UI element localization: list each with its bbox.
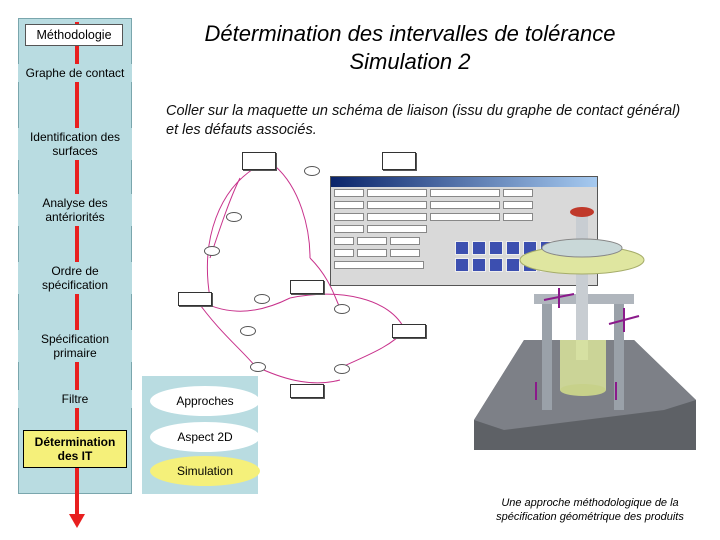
step-determination-it[interactable]: Détermination des IT (23, 430, 127, 468)
option-aspect-2d[interactable]: Aspect 2D (150, 422, 260, 452)
mechanism-3d-model (464, 200, 700, 450)
option-simulation[interactable]: Simulation (150, 456, 260, 486)
graph-link-dot (250, 362, 266, 372)
title-line-2: Simulation 2 (349, 49, 471, 74)
graph-link-dot (254, 294, 270, 304)
graph-link-dot (226, 212, 242, 222)
option-approches[interactable]: Approches (150, 386, 260, 416)
footer-caption: Une approche méthodologique de la spécification géométrique des produits (496, 497, 684, 523)
methodology-arrow-icon (69, 514, 85, 528)
graph-link-dot (334, 364, 350, 374)
graph-node (382, 152, 416, 170)
graph-node (178, 292, 212, 306)
graph-link-dot (240, 326, 256, 336)
step-filtre[interactable]: Filtre (18, 390, 132, 408)
graph-link-dot (304, 166, 320, 176)
graph-node (392, 324, 426, 338)
step-analyse-anteriorites[interactable]: Analyse des antériorités (18, 194, 132, 226)
app-titlebar (331, 177, 597, 187)
step-specification-primaire[interactable]: Spécification primaire (18, 330, 132, 362)
step-ordre-specification[interactable]: Ordre de spécification (18, 262, 132, 294)
methodology-header[interactable]: Méthodologie (25, 24, 123, 46)
graph-link-dot (334, 304, 350, 314)
graph-node (290, 280, 324, 294)
step-graphe-de-contact[interactable]: Graphe de contact (18, 64, 132, 82)
page-title (150, 20, 670, 76)
title-line-1: Détermination des intervalles de tolérance (204, 21, 616, 46)
graph-node (290, 384, 324, 398)
graph-node (242, 152, 276, 170)
graph-link-dot (204, 246, 220, 256)
step-identification-surfaces[interactable]: Identification des surfaces (18, 128, 132, 160)
instruction-text: Coller sur la maquette un schéma de liaison (issu du graphe de contact général) et les défauts associés. (166, 103, 681, 138)
